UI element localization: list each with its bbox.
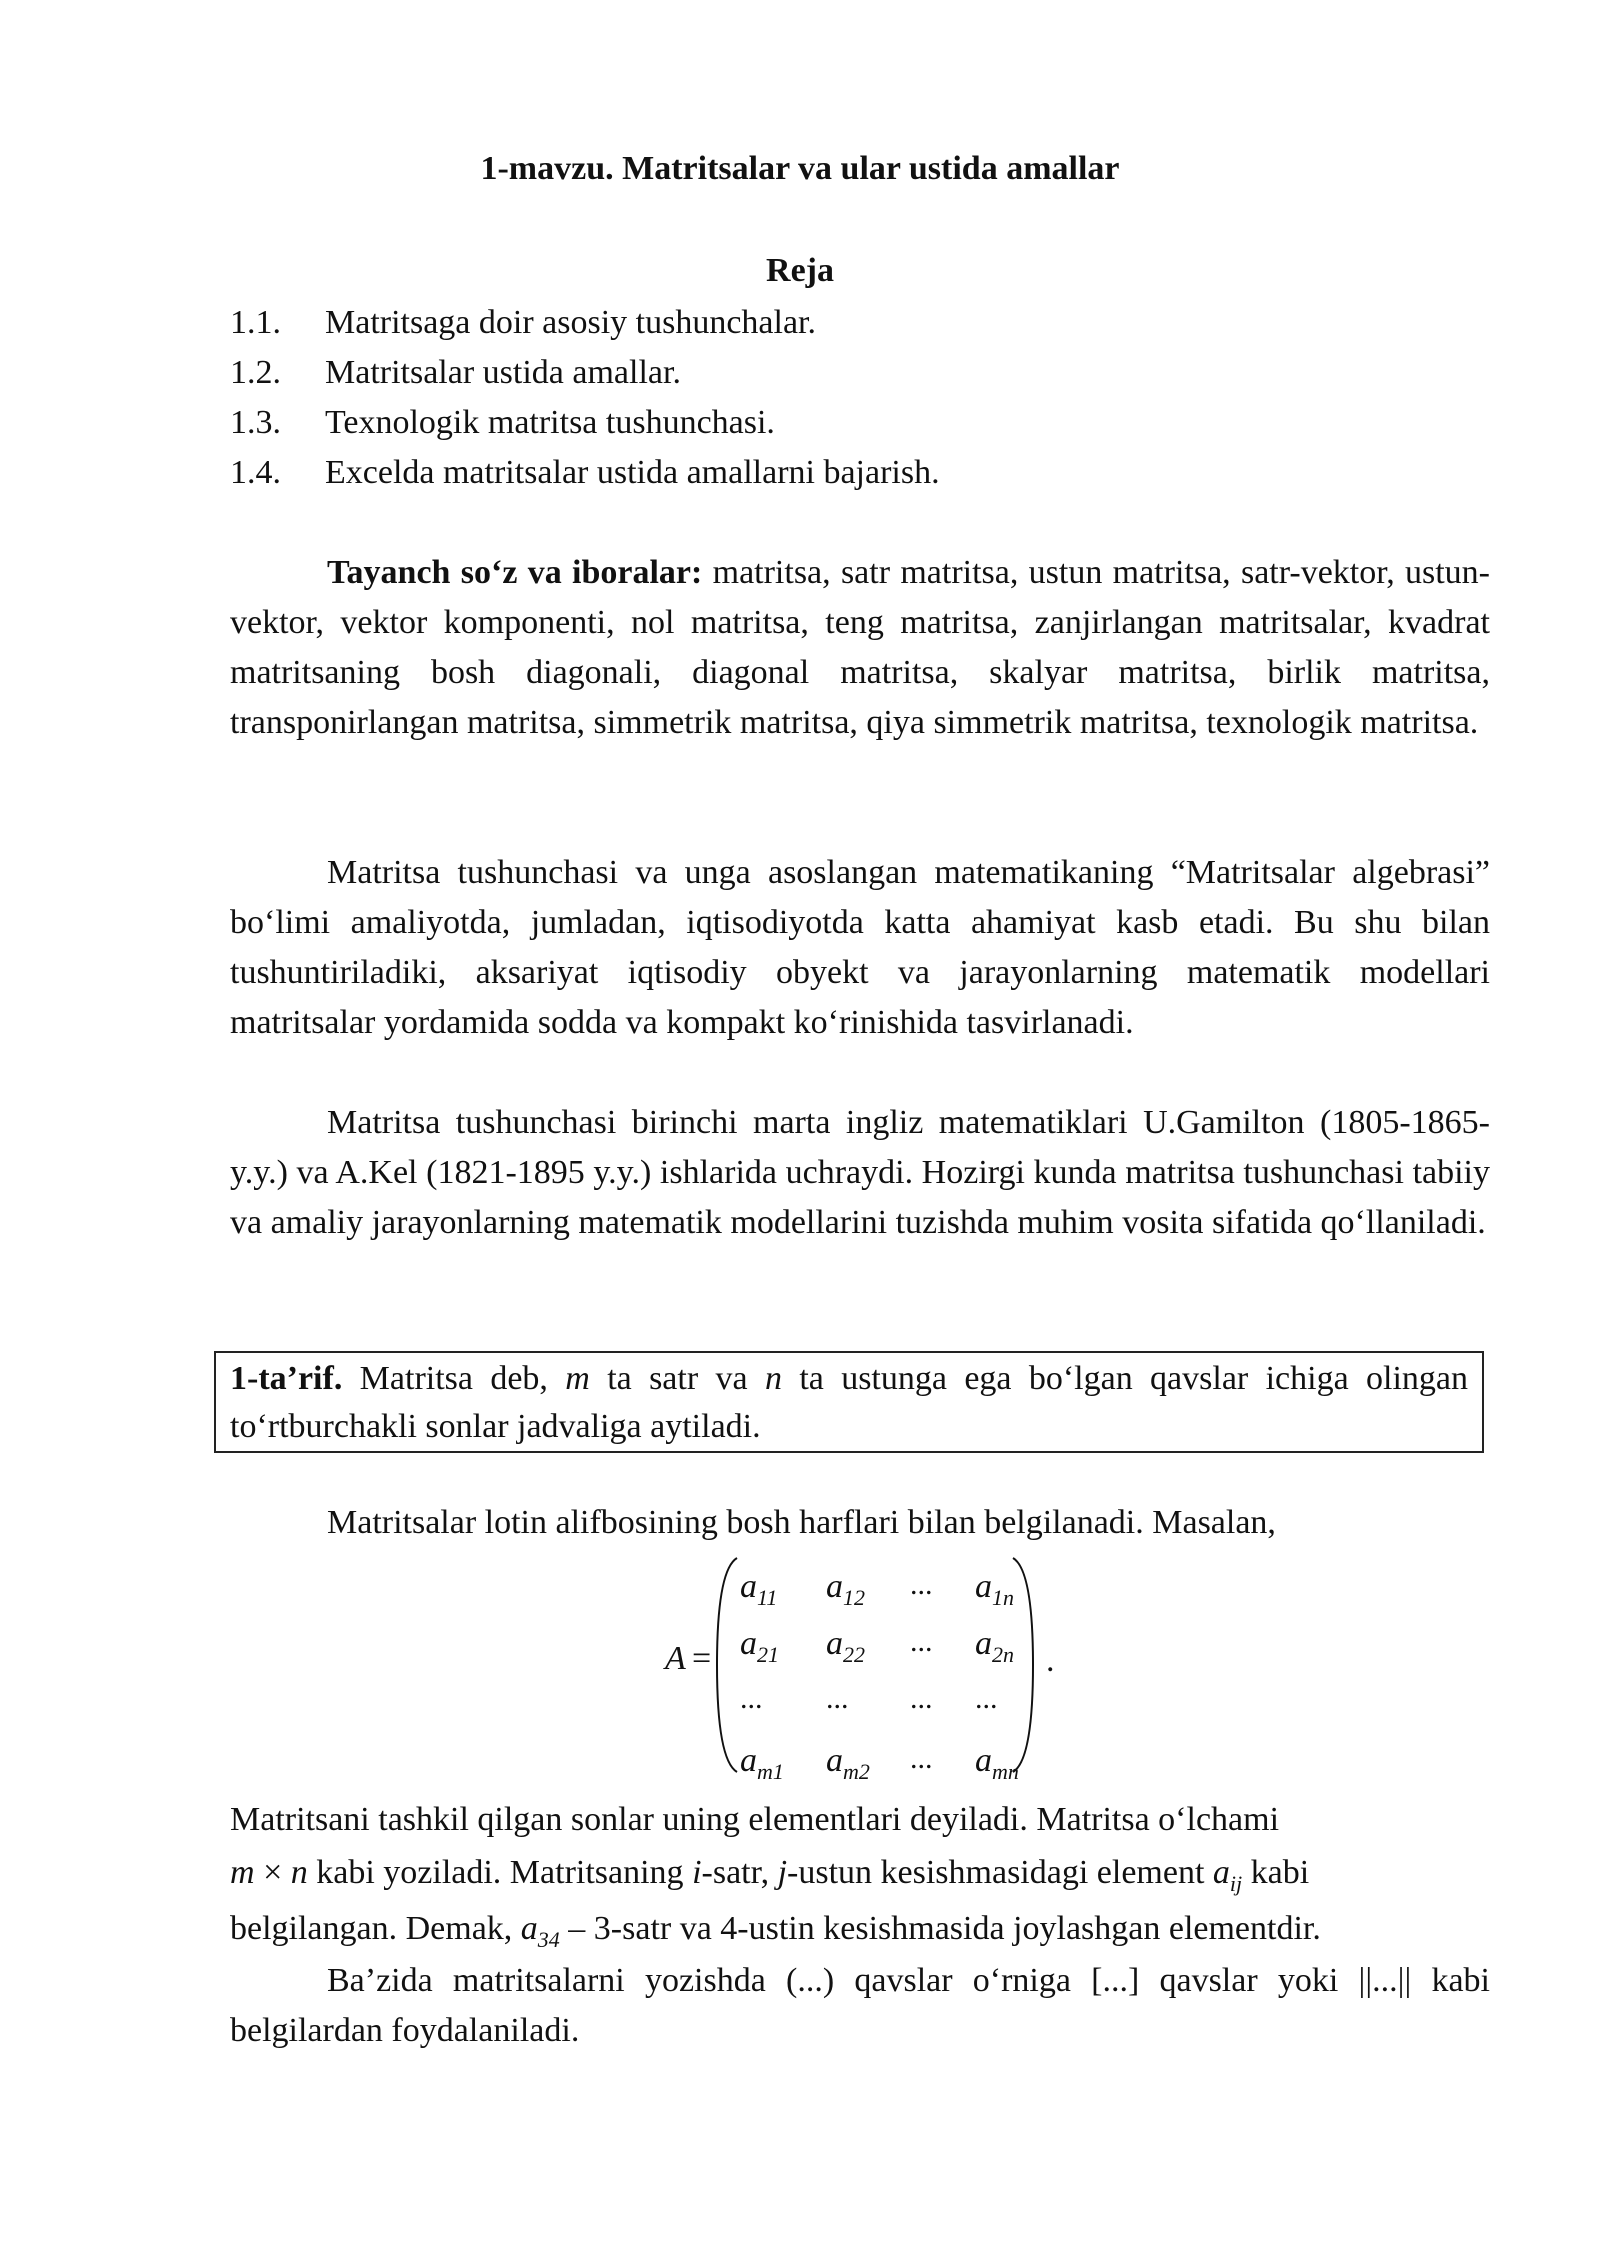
plan-item-text: Excelda matritsalar ustida amallarni bajarish. [325, 454, 940, 491]
matrix-element-base: a [975, 1568, 992, 1605]
matrix-ellipsis: ... [740, 1682, 763, 1715]
definition-text: ta ustunga ega bo‘lgan qavslar ichiga olingan to‘rtburchakli sonlar jadvaliga aytiladi. [230, 1360, 1469, 1445]
notation-intro: Matritsalar lotin alifbosining bosh harflari bilan belgilanadi. Masalan, [327, 1504, 1276, 1541]
matrix-element-index: m1 [757, 1759, 784, 1784]
elements-text: belgilangan. Demak, [230, 1910, 521, 1947]
plan-item [230, 398, 940, 448]
matrix-element-index: 21 [757, 1642, 779, 1667]
matrix-element [740, 1742, 784, 1785]
var-m: m [230, 1854, 255, 1891]
plan-item [230, 298, 940, 348]
matrix-element-index: 2n [992, 1642, 1014, 1667]
brackets-paragraph: Ba’zida matritsalarni yozishda (...) qavslar o‘rniga [...] qavslar yoki ||...|| kabi belgilardan foydalaniladi. [230, 1962, 1490, 2049]
plan-item-number: 1.3. [230, 404, 281, 441]
matrix-element [740, 1625, 779, 1668]
matrix-element [826, 1742, 870, 1785]
matrix-element-index: 11 [757, 1585, 778, 1610]
intro-paragraph-1: Matritsa tushunchasi va unga asoslangan matematikaning “Matritsalar algebrasi” bo‘limi amaliyotda, jumladan, iqtisodiyotda katta ahamiyat kasb etadi. Bu shu bilan tushuntiriladiki, aksariyat iqtisodiy obyekt va jarayonlarning matematik modellari matritsalar yordamida sodda va kompakt ko‘rinishida tasvirlanadi. [230, 854, 1490, 1041]
element-symbol: a [1212, 1854, 1230, 1891]
definition-text: Matritsa deb, [342, 1360, 566, 1397]
matrix-ellipsis: ... [910, 1742, 933, 1775]
matrix-element [826, 1625, 865, 1668]
matrix-name: A [665, 1640, 686, 1677]
plan-item-number: 1.2. [230, 354, 281, 391]
elements-line-2 [230, 1848, 1490, 1909]
elements-text: -ustun kesishmasidagi element [787, 1854, 1213, 1891]
elements-line-1: Matritsani tashkil qilgan sonlar uning elementlari deyiladi. Matritsa o‘lchami [230, 1801, 1280, 1838]
elements-text: -satr, [701, 1854, 778, 1891]
matrix-element-index: m2 [843, 1759, 870, 1784]
intro-paragraph-2: Matritsa tushunchasi birinchi marta ingliz matematiklari U.Gamilton (1805-1865-y.y.) va A.Kel (1821-1895 y.y.) ishlarida uchraydi. Hozirgi kunda matritsa tushunchasi tabiiy va amaliy jarayonlarning matematik modellarini tuzishda muhim vosita sifatida qo‘llaniladi. [230, 1104, 1490, 1241]
var-i: i [692, 1854, 702, 1891]
plan-item-text: Texnologik matritsa tushunchasi. [325, 404, 775, 441]
matrix-ellipsis: ... [826, 1682, 849, 1715]
matrix-ellipsis: ... [910, 1625, 933, 1658]
page-title: 1-mavzu. Matritsalar va ular ustida amallar [480, 150, 1120, 187]
matrix-element-base: a [975, 1625, 992, 1662]
matrix-element-base: a [826, 1568, 843, 1605]
matrix-element-base: a [740, 1568, 757, 1605]
definition-box [214, 1351, 1484, 1453]
elements-text: – 3-satr va 4-ustin kesishmasida joylashgan elementdir. [559, 1910, 1321, 1947]
keywords-label: Tayanch so‘z va iboralar: [327, 554, 703, 591]
var-n: n [290, 1854, 308, 1891]
equals-sign: = [692, 1640, 712, 1677]
matrix-element-base: a [826, 1625, 843, 1662]
matrix-element-base: a [740, 1742, 757, 1779]
matrix-element [740, 1568, 777, 1611]
elements-text: kabi yoziladi. Matritsaning [307, 1854, 693, 1891]
definition-label: 1-ta’rif. [230, 1360, 343, 1397]
left-parenthesis [717, 1558, 737, 1772]
matrix-element [975, 1568, 1014, 1611]
times-sign: × [254, 1854, 291, 1891]
matrix-element-base: a [975, 1742, 992, 1779]
matrix-element-index: 22 [843, 1642, 865, 1667]
matrix-period: . [1046, 1642, 1055, 1679]
var-j: j [777, 1854, 788, 1891]
matrix-element-base: a [826, 1742, 843, 1779]
plan-item-text: Matritsaga doir asosiy tushunchalar. [325, 304, 817, 341]
var-n: n [764, 1360, 782, 1397]
element-symbol: a [520, 1910, 538, 1947]
matrix-element-base: a [740, 1625, 757, 1662]
keywords-text: matritsa, satr matritsa, ustun matritsa, satr-vektor, ustun-vektor, vektor komponenti, nol matritsa, teng matritsa, zanjirlangan matritsalar, kvadrat matritsaning bosh diagonali, diagonal matritsa, skalyar matritsa, birlik matritsa, transponirlangan matritsa, simmetrik matritsa, qiya simmetrik matritsa, texnologik matritsa. [230, 554, 1490, 741]
matrix-ellipsis: ... [910, 1568, 933, 1601]
right-parenthesis [1013, 1558, 1033, 1772]
plan-item-number: 1.4. [230, 454, 281, 491]
matrix-ellipsis: ... [910, 1682, 933, 1715]
plan-list [230, 298, 940, 498]
plan-heading: Reja [766, 252, 834, 289]
keywords-paragraph [230, 548, 1490, 748]
matrix-element [826, 1568, 865, 1611]
plan-item [230, 448, 940, 498]
plan-item [230, 348, 940, 398]
matrix-element [975, 1742, 1019, 1785]
plan-item-text: Matritsalar ustida amallar. [325, 354, 681, 391]
matrix-element-index: mn [992, 1759, 1019, 1784]
matrix-ellipsis: ... [975, 1682, 998, 1715]
element-subscript: 34 [537, 1927, 560, 1952]
definition-text: ta satr va [589, 1360, 765, 1397]
matrix-element-index: 12 [843, 1585, 865, 1610]
plan-item-number: 1.1. [230, 304, 281, 341]
var-m: m [565, 1360, 590, 1397]
elements-text: kabi [1242, 1854, 1310, 1891]
element-subscript: ij [1229, 1871, 1243, 1896]
matrix-element [975, 1625, 1014, 1668]
matrix-element-index: 1n [992, 1585, 1014, 1610]
